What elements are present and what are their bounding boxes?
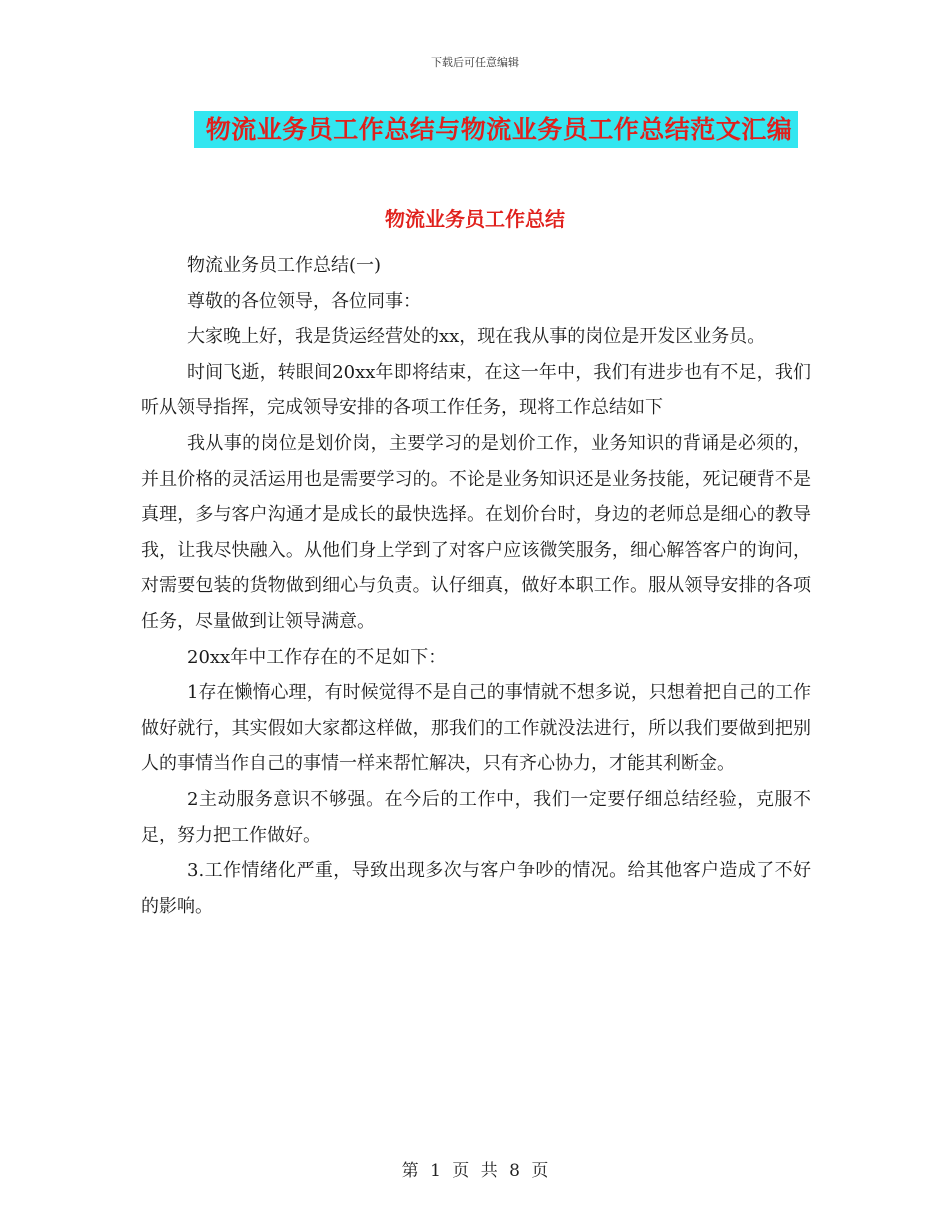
paragraph-shortcoming-2: 2主动服务意识不够强。在今后的工作中，我们一定要仔细总结经验，克服不足，努力把工作做好。 bbox=[141, 788, 811, 846]
paragraph-subtitle: 物流业务员工作总结(一) bbox=[187, 255, 382, 276]
section-title: 物流业务员工作总结 bbox=[385, 207, 565, 231]
document-title: 物流业务员工作总结与物流业务员工作总结范文汇编 bbox=[194, 111, 799, 148]
document-body bbox=[141, 248, 811, 924]
header-note: 下载后可任意编辑 bbox=[431, 56, 519, 69]
paragraph-shortcoming-3: 3.工作情绪化严重，导致出现多次与客户争吵的情况。给其他客户造成了不好的影响。 bbox=[141, 860, 811, 917]
document-title-container bbox=[0, 111, 950, 148]
paragraph-intro: 大家晚上好，我是货运经营处的xx，现在我从事的岗位是开发区业务员。 bbox=[187, 326, 766, 348]
paragraph-role: 我从事的岗位是划价岗，主要学习的是划价工作，业务知识的背诵是必须的，并且价格的灵活运用也是需要学习的。不论是业务知识还是业务技能，死记硬背不是真理，多与客户沟通才是成长的最快选择。在划价台时，身边的老师总是细心的教导我，让我尽快融入。从他们身上学到了对客户应该微笑服务，细心解答客户的询问，对需要包装的货物做到细心与负责。认仔细真，做好本职工作。服从领导安排的各项任务，尽量做到让领导满意。 bbox=[141, 432, 811, 632]
paragraph-shortcoming-1: 1存在懒惰心理，有时候觉得不是自己的事情就不想多说，只想着把自己的工作做好就行，其实假如大家都这样做，那我们的工作就没法进行，所以我们要做到把别人的事情当作自己的事情一样来帮忙解决，只有齐心协力，才能其利断金。 bbox=[141, 682, 811, 775]
paragraph-salutation: 尊敬的各位领导，各位同事： bbox=[187, 290, 421, 312]
paragraph-shortcomings-heading: 20xx年中工作存在的不足如下： bbox=[187, 646, 447, 668]
page-footer: 第 1 页 共 8 页 bbox=[401, 1161, 549, 1181]
paragraph-overview: 时间飞逝，转眼间20xx年即将结束，在这一年中，我们有进步也有不足，我们听从领导指挥，完成领导安排的各项工作任务，现将工作总结如下 bbox=[141, 361, 811, 419]
